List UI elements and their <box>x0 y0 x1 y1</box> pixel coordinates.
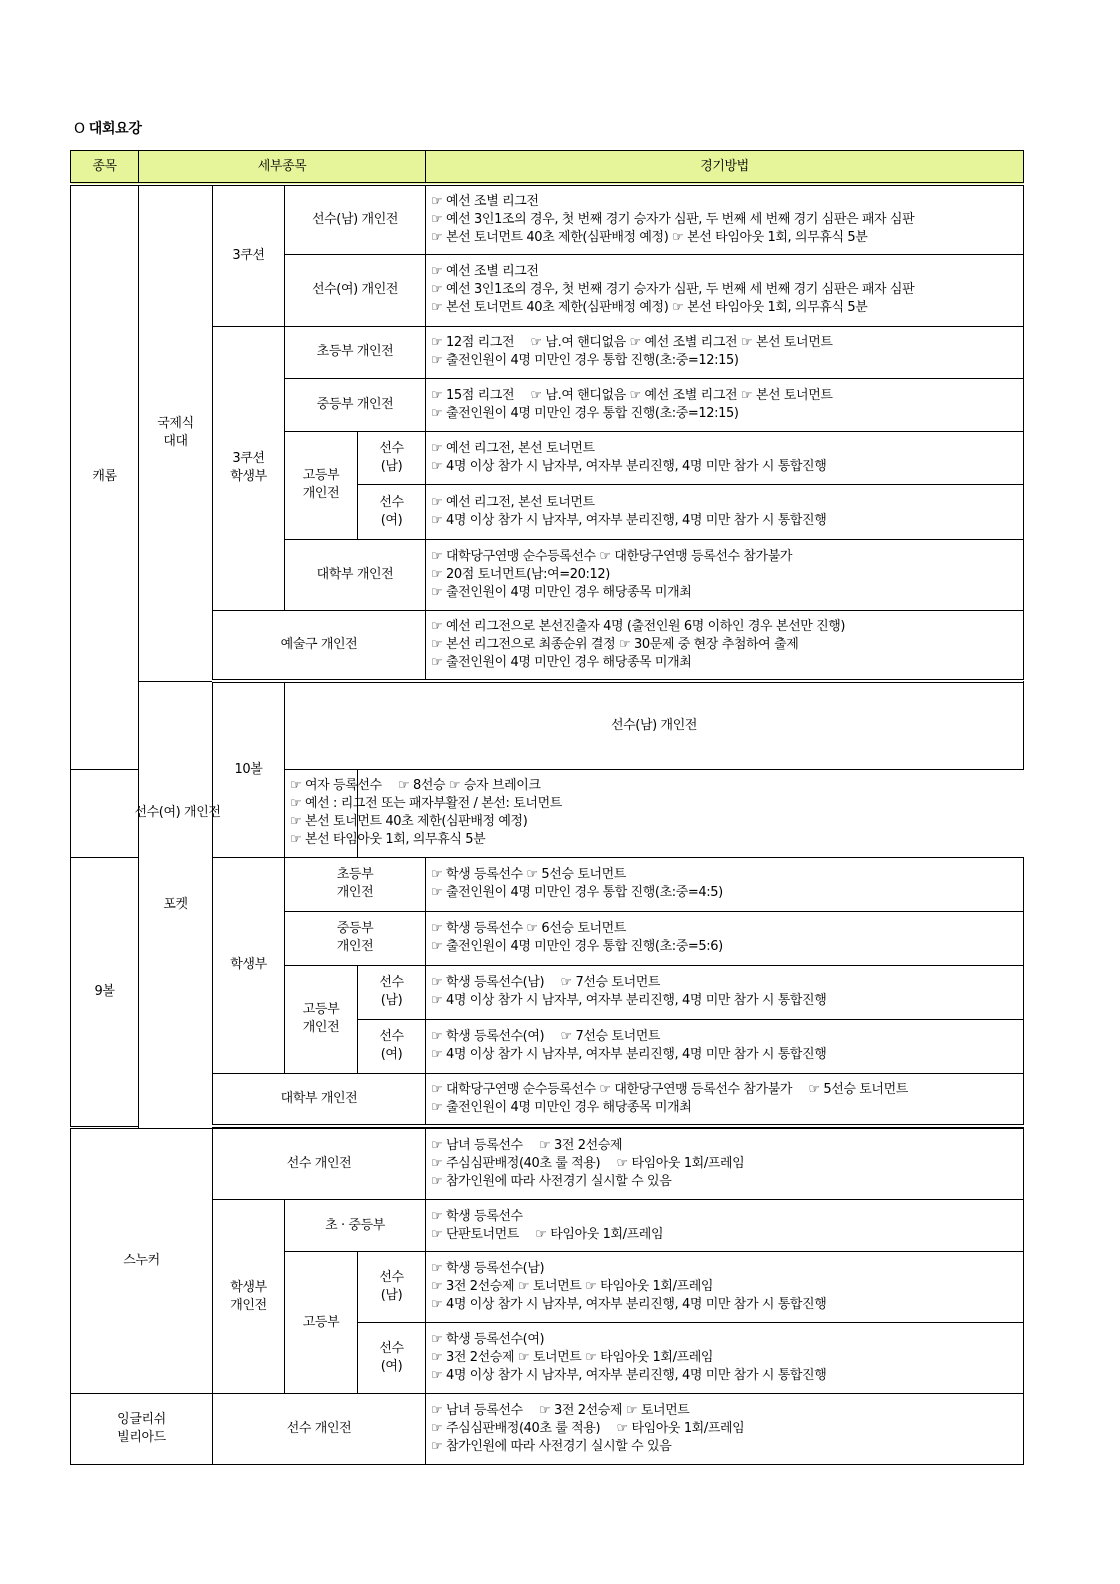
method-line: ☞ 본선 토너먼트 40초 제한(심판배정 예정) <box>290 814 528 829</box>
method-line: ☞ 여자 등록선수 ☞ 8선승 ☞ 승자 브레이크 <box>290 778 541 793</box>
method-cell <box>426 254 1024 326</box>
method-line: ☞ 3전 2선승제 ☞ 토너먼트 ☞ 타임아웃 1회/프레임 <box>431 1279 714 1294</box>
method-cell <box>426 911 1024 965</box>
carom-3cushion: 3쿠션 <box>213 184 285 326</box>
snooker-high-women: 선수 (여) <box>358 1323 426 1394</box>
method-cell <box>285 769 562 857</box>
method-line: ☞ 본선 타임아웃 1회, 의무휴식 5분 <box>290 832 486 847</box>
method-line: ☞ 4명 이상 참가 시 남자부, 여자부 분리진행, 4명 미만 참가 시 통합진행 <box>431 1297 827 1312</box>
pocket-men-individual: 선수(남) 개인전 <box>285 681 1024 769</box>
method-line: ☞ 예선 리그전으로 본선진출자 4명 (출전인원 6명 이하인 경우 본선만 진행) <box>431 618 846 634</box>
pocket-student: 학생부 <box>213 857 285 1073</box>
table-row <box>71 857 1024 911</box>
carom-artistic: 예술구 개인전 <box>213 610 426 681</box>
method-line: ☞ 3전 2선승제 ☞ 토너먼트 ☞ 타임아웃 1회/프레임 <box>431 1350 714 1365</box>
carom-men-individual: 선수(남) 개인전 <box>285 184 426 254</box>
carom-student: 3쿠션 학생부 <box>213 326 285 610</box>
method-cell <box>426 1073 1024 1126</box>
table-row <box>71 1200 1024 1252</box>
pocket-middle: 중등부 개인전 <box>285 911 426 965</box>
method-cell <box>426 1394 1024 1465</box>
method-line: ☞ 남녀 등록선수 ☞ 3전 2선승제 ☞ 토너먼트 <box>431 1403 690 1418</box>
method-cell <box>426 610 1024 681</box>
method-line: ☞ 15점 리그전 ☞ 남.여 핸디없음 ☞ 예선 조별 리그전 ☞ 본선 토너먼트 <box>431 387 833 403</box>
method-cell <box>426 1323 1024 1394</box>
method-line: ☞ 4명 이상 참가 시 남자부, 여자부 분리진행, 4명 미만 참가 시 통합진행 <box>431 512 827 528</box>
pocket-10ball: 10볼 <box>213 681 285 857</box>
pocket-high: 고등부 개인전 <box>285 965 358 1073</box>
carom-elementary: 초등부 개인전 <box>285 326 426 378</box>
sport-english-billiards: 잉글리쉬 빌리아드 <box>71 1394 213 1465</box>
method-cell <box>426 965 1024 1019</box>
method-cell <box>426 1019 1024 1073</box>
method-line: ☞ 출전인원이 4명 미만인 경우 통합 진행(초:중=12:15) <box>431 405 739 421</box>
method-line: ☞ 대학당구연맹 순수등록선수 ☞ 대한당구연맹 등록선수 참가불가 ☞ 5선승 토너먼트 <box>431 1081 908 1097</box>
section-heading <box>74 118 142 138</box>
header-sub-event: 세부종목 <box>139 151 426 185</box>
method-line: ☞ 단판토너먼트 ☞ 타임아웃 1회/프레임 <box>431 1226 664 1242</box>
method-line: ☞ 참가인원에 따라 사전경기 실시할 수 있음 <box>431 1439 672 1454</box>
carom-university: 대학부 개인전 <box>285 539 426 610</box>
method-cell <box>426 1129 1024 1200</box>
method-line: ☞ 예선 조별 리그전 <box>431 193 539 209</box>
snooker-high: 고등부 <box>285 1252 358 1394</box>
pocket-9ball: 9볼 <box>71 857 139 1126</box>
pocket-women-individual: 선수(여) 개인전 <box>71 769 285 857</box>
method-cell <box>426 184 1024 254</box>
method-line: ☞ 학생 등록선수(여) ☞ 7선승 토너먼트 <box>431 1029 661 1044</box>
table-row <box>71 1394 1024 1465</box>
method-line: ☞ 출전인원이 4명 미만인 경우 해당종목 미개최 <box>431 654 692 670</box>
pocket-elementary: 초등부 개인전 <box>285 857 426 911</box>
method-line: ☞ 참가인원에 따라 사전경기 실시할 수 있음 <box>431 1174 672 1189</box>
snooker-high-men: 선수 (남) <box>358 1252 426 1323</box>
method-cell <box>426 431 1024 484</box>
pocket-high-men: 선수 (남) <box>358 965 426 1019</box>
table-row <box>71 184 1024 254</box>
method-line: ☞ 본선 토너먼트 40초 제한(심판배정 예정) ☞ 본선 타임아웃 1회, 의무휴식 5분 <box>431 300 868 315</box>
circle-bullet-icon: O <box>74 121 85 137</box>
method-line: ☞ 학생 등록선수 ☞ 6선승 토너먼트 <box>431 921 626 936</box>
method-line: ☞ 출전인원이 4명 미만인 경우 해당종목 미개최 <box>431 584 692 600</box>
method-line: ☞ 12점 리그전 ☞ 남.여 핸디없음 ☞ 예선 조별 리그전 ☞ 본선 토너먼트 <box>431 335 833 350</box>
method-line: ☞ 예선 3인1조의 경우, 첫 번째 경기 승자가 심판, 두 번째 세 번째 경기 심판은 패자 심판 <box>431 282 915 297</box>
method-line: ☞ 예선 리그전, 본선 토너먼트 <box>431 440 595 456</box>
method-line: ☞ 학생 등록선수 ☞ 5선승 토너먼트 <box>431 867 626 882</box>
carom-middle: 중등부 개인전 <box>285 378 426 431</box>
table-row <box>71 1129 1024 1200</box>
method-line: ☞ 출전인원이 4명 미만인 경우 통합 진행(초:중=5:6) <box>431 939 723 954</box>
section-title: 대회요강 <box>88 121 142 137</box>
english-individual: 선수 개인전 <box>213 1394 426 1465</box>
method-cell <box>426 1252 1024 1323</box>
method-line: ☞ 예선 3인1조의 경우, 첫 번째 경기 승자가 심판, 두 번째 세 번째 경기 심판은 패자 심판 <box>431 211 915 227</box>
snooker-student: 학생부 개인전 <box>213 1200 285 1394</box>
pocket-university: 대학부 개인전 <box>213 1073 426 1126</box>
method-cell <box>426 539 1024 610</box>
method-line: ☞ 학생 등록선수(남) <box>431 1261 545 1276</box>
method-line: ☞ 4명 이상 참가 시 남자부, 여자부 분리진행, 4명 미만 참가 시 통합진행 <box>431 1368 827 1383</box>
method-line: ☞ 대학당구연맹 순수등록선수 ☞ 대한당구연맹 등록선수 참가불가 <box>431 548 793 564</box>
snooker-elem-mid: 초 · 중등부 <box>285 1200 426 1252</box>
carom-high-women: 선수 (여) <box>358 484 426 539</box>
method-cell <box>426 484 1024 539</box>
method-cell <box>426 326 1024 378</box>
method-line: ☞ 예선 조별 리그전 <box>431 264 539 279</box>
method-line: ☞ 학생 등록선수(여) <box>431 1332 545 1347</box>
method-line: ☞ 남녀 등록선수 ☞ 3전 2선승제 <box>431 1138 623 1153</box>
method-cell <box>426 1200 1024 1252</box>
table-row <box>71 610 1024 681</box>
table-row <box>71 326 1024 378</box>
table-header-row <box>71 151 1024 185</box>
method-line: ☞ 출전인원이 4명 미만인 경우 통합 진행(초:중=12:15) <box>431 353 739 368</box>
method-line: ☞ 예선 : 리그전 또는 패자부활전 / 본선: 토너먼트 <box>290 796 562 811</box>
sport-pocket: 포켓 <box>139 681 213 1129</box>
method-line: ☞ 예선 리그전, 본선 토너먼트 <box>431 494 595 510</box>
method-line: ☞ 출전인원이 4명 미만인 경우 해당종목 미개최 <box>431 1099 692 1115</box>
method-line: ☞ 학생 등록선수 <box>431 1208 523 1224</box>
method-line: ☞ 4명 이상 참가 시 남자부, 여자부 분리진행, 4명 미만 참가 시 통합진행 <box>431 458 827 474</box>
method-line: ☞ 본선 리그전으로 최종순위 결정 ☞ 30문제 중 현장 추첨하여 출제 <box>431 636 799 652</box>
method-line: ☞ 학생 등록선수(남) ☞ 7선승 토너먼트 <box>431 975 661 990</box>
carom-women-individual: 선수(여) 개인전 <box>285 254 426 326</box>
method-cell <box>426 857 1024 911</box>
table-row <box>71 1073 1024 1126</box>
sport-snooker: 스누커 <box>71 1129 213 1394</box>
sport-carom: 캐롬 <box>71 184 139 769</box>
method-line: ☞ 출전인원이 4명 미만인 경우 통합 진행(초:중=4:5) <box>431 885 723 900</box>
table-row <box>71 769 1024 857</box>
header-sport: 종목 <box>71 151 139 185</box>
carom-high: 고등부 개인전 <box>285 431 358 539</box>
snooker-individual: 선수 개인전 <box>213 1129 426 1200</box>
method-line: ☞ 주심심판배정(40초 룰 적용) ☞ 타임아웃 1회/프레임 <box>431 1421 745 1436</box>
method-line: ☞ 4명 이상 참가 시 남자부, 여자부 분리진행, 4명 미만 참가 시 통합진행 <box>431 1047 827 1062</box>
header-method: 경기방법 <box>426 151 1024 185</box>
method-line: ☞ 4명 이상 참가 시 남자부, 여자부 분리진행, 4명 미만 참가 시 통합진행 <box>431 993 827 1008</box>
carom-group: 국제식 대대 <box>139 184 213 681</box>
method-cell <box>426 378 1024 431</box>
carom-high-men: 선수 (남) <box>358 431 426 484</box>
competition-table <box>70 150 1024 1465</box>
pocket-high-women: 선수 (여) <box>358 1019 426 1073</box>
method-line: ☞ 20점 토너먼트(남:여=20:12) <box>431 566 610 582</box>
table-row <box>71 681 1024 769</box>
method-line: ☞ 본선 토너먼트 40초 제한(심판배정 예정) ☞ 본선 타임아웃 1회, 의무휴식 5분 <box>431 229 868 245</box>
method-line: ☞ 주심심판배정(40초 룰 적용) ☞ 타임아웃 1회/프레임 <box>431 1156 745 1171</box>
